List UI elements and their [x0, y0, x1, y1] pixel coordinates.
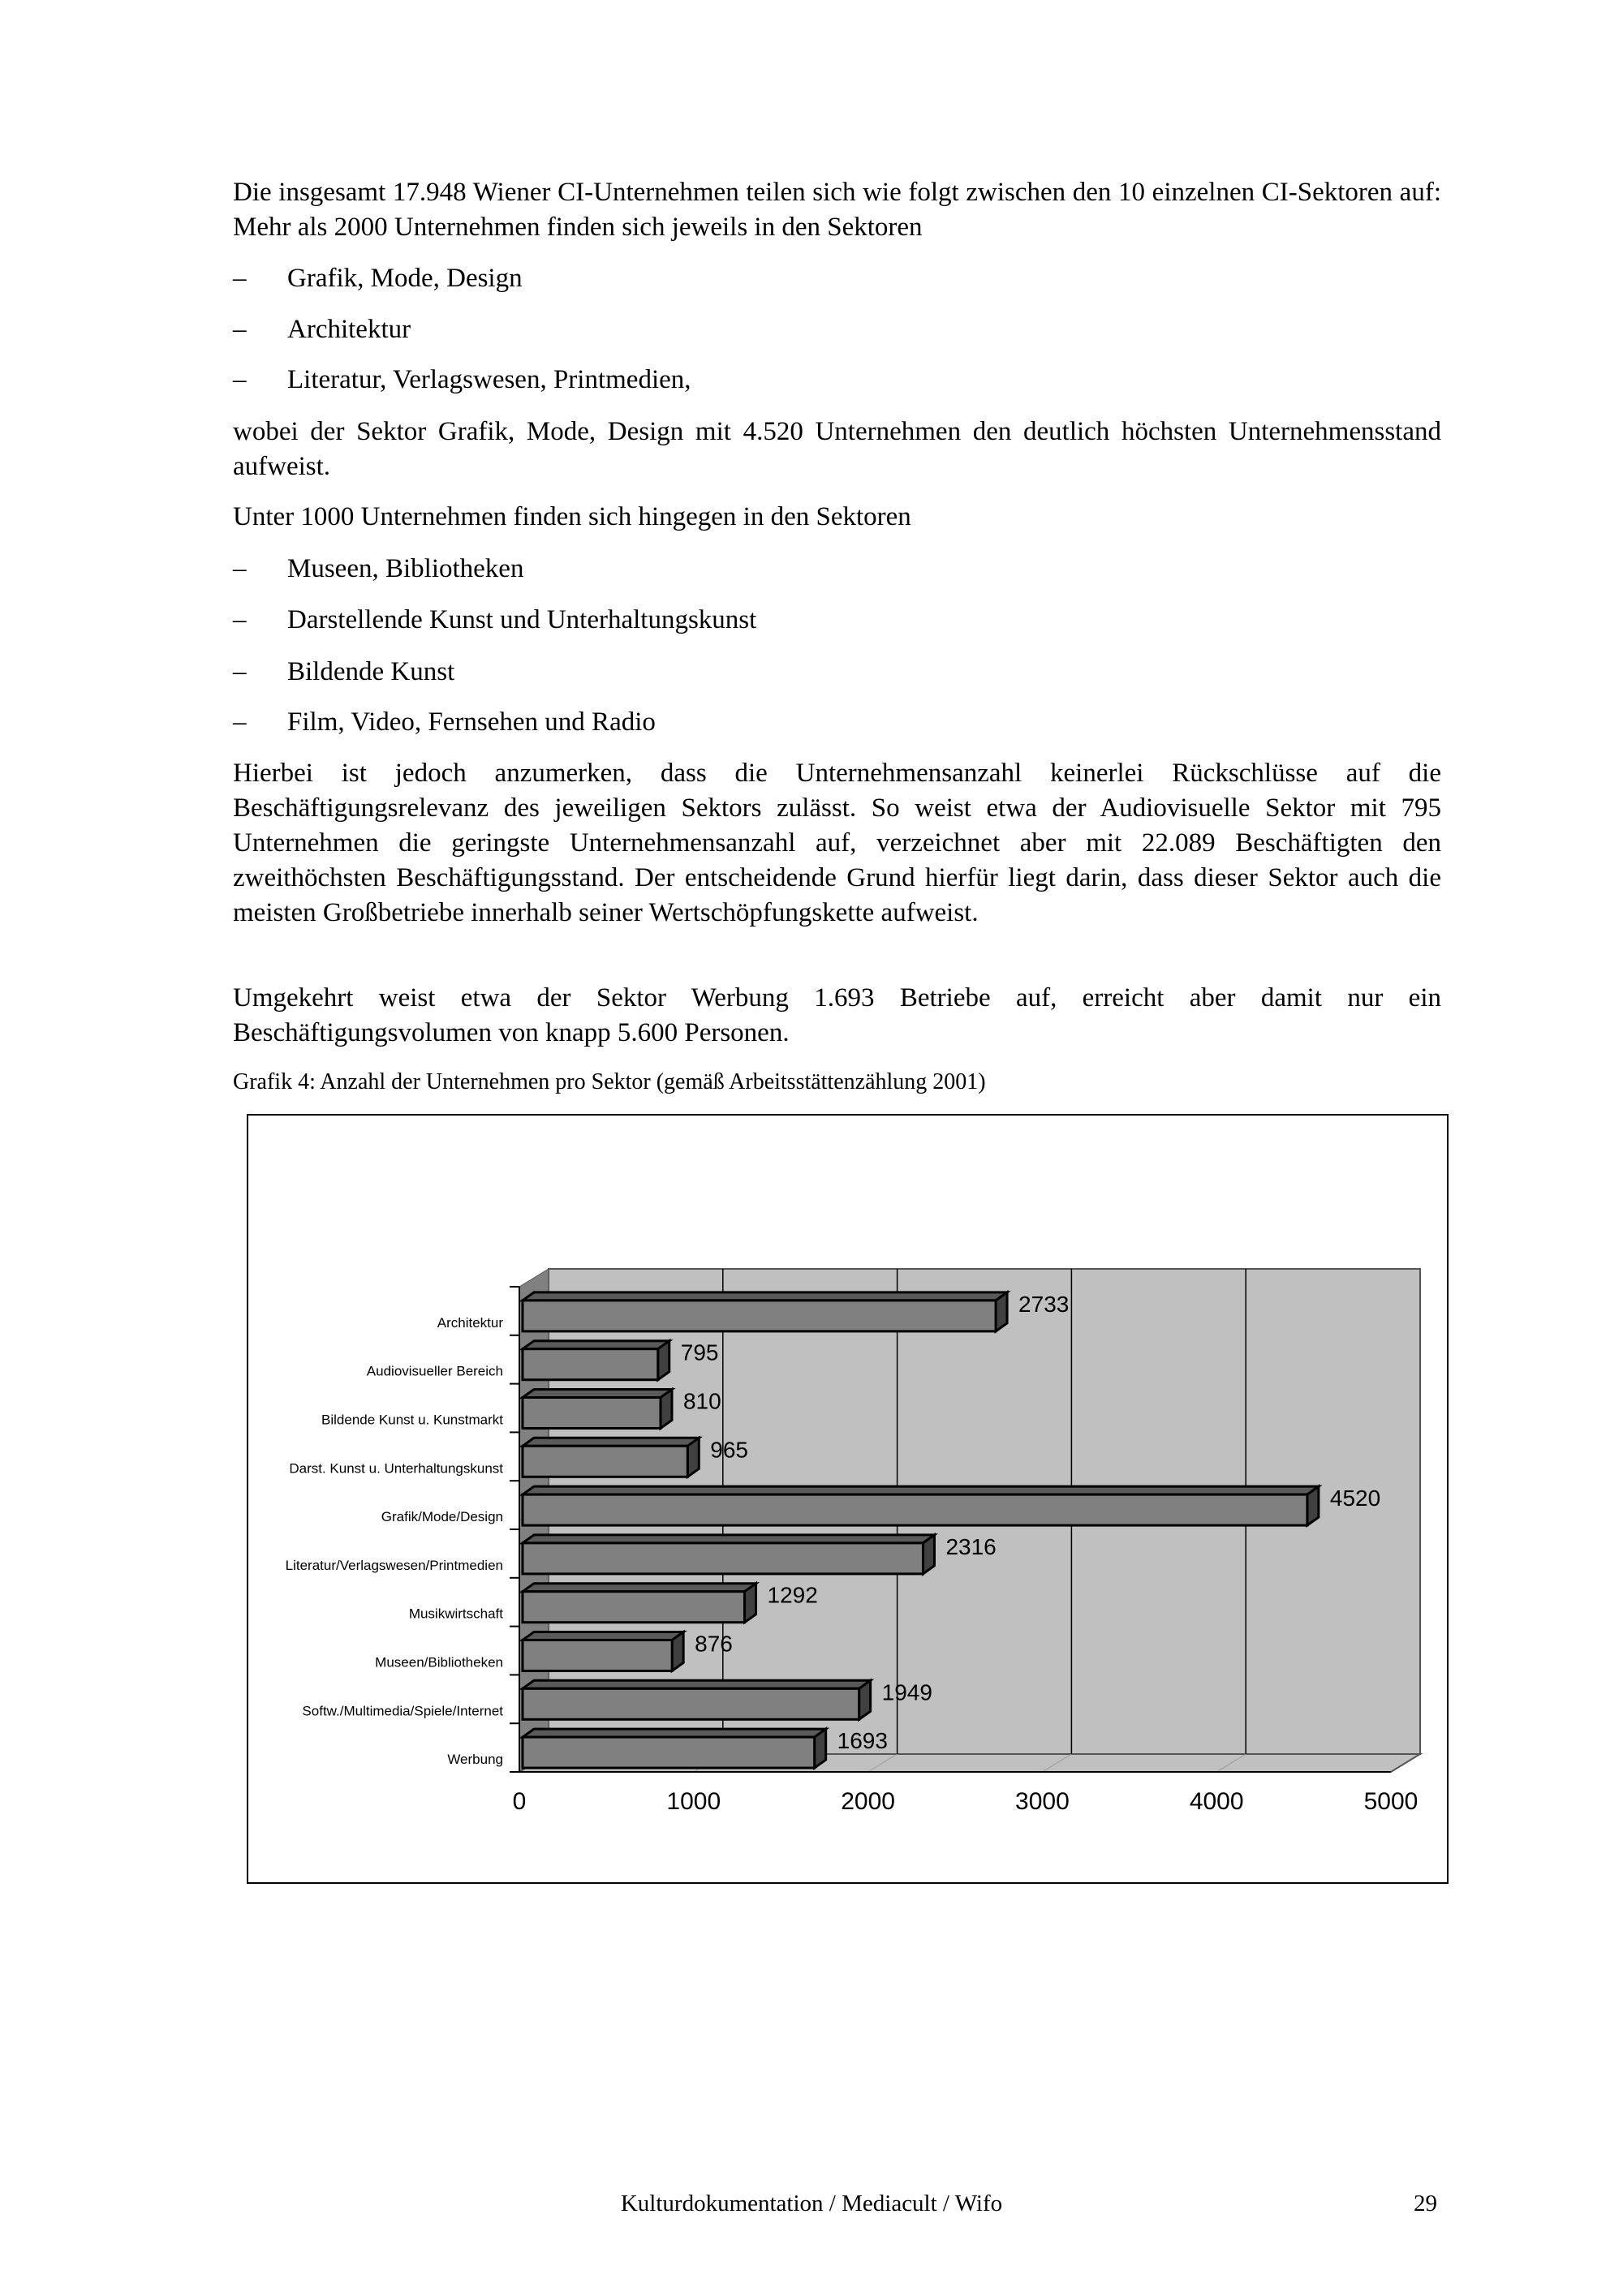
x-tick-label: 4000	[1189, 1788, 1244, 1815]
bullet-dash: –	[233, 264, 247, 293]
bar-value-label: 795	[680, 1339, 719, 1365]
category-label: Softw./Multimedia/Spiele/Internet	[302, 1703, 503, 1719]
footer-text: Kulturdokumentation / Mediacult / Wifo	[620, 2191, 1003, 2216]
list-item-text: Darstellende Kunst und Unterhaltungskunst	[287, 605, 757, 634]
bar-side-face	[923, 1535, 934, 1574]
category-label: Grafik/Mode/Design	[381, 1509, 503, 1525]
bar-front-face	[523, 1640, 672, 1671]
list-item-text: Bildende Kunst	[287, 657, 455, 686]
category-label: Darst. Kunst u. Unterhaltungskunst	[289, 1460, 503, 1477]
list-item	[233, 312, 411, 347]
bar-value-label: 965	[710, 1437, 749, 1463]
bullet-dash: –	[233, 554, 247, 583]
list-item-text: Architektur	[287, 315, 411, 344]
x-tick-label: 1000	[666, 1788, 721, 1815]
list-item	[233, 655, 454, 690]
category-label: Museen/Bibliotheken	[375, 1654, 503, 1670]
bar-side-face	[672, 1632, 683, 1671]
list-item-text: Film, Video, Fernsehen und Radio	[287, 707, 656, 737]
bar-front-face	[523, 1737, 815, 1768]
bar-8	[523, 1680, 871, 1719]
chart-frame	[247, 1114, 1449, 1884]
list-item-text: Grafik, Mode, Design	[287, 264, 523, 293]
paragraph-werbung: Umgekehrt weist etwa der Sektor Werbung 1.693 Betriebe auf, erreicht aber damit nur ein Beschäftigungsvolumen von knapp 5.600 Personen.	[233, 983, 1441, 1047]
list-item-text: Museen, Bibliotheken	[287, 554, 524, 583]
bar-3	[523, 1438, 699, 1477]
list-item	[233, 363, 691, 398]
bar-value-label: 4520	[1329, 1486, 1381, 1511]
paragraph-grafik: wobei der Sektor Grafik, Mode, Design mit 4.520 Unternehmen den deutlich höchsten Unternehmensstand aufweist.	[233, 417, 1441, 481]
bar-side-face	[815, 1729, 826, 1768]
bar-front-face	[523, 1688, 859, 1719]
category-label: Literatur/Verlagswesen/Printmedien	[285, 1557, 503, 1573]
category-label: Bildende Kunst u. Kunstmarkt	[321, 1412, 503, 1428]
paragraph-unter-1000: Unter 1000 Unternehmen finden sich hingegen in den Sektoren	[233, 502, 911, 531]
bar-value-label: 1693	[837, 1728, 888, 1754]
bullet-dash: –	[233, 315, 247, 344]
x-tick-label: 2000	[841, 1788, 895, 1815]
bar-value-label: 2733	[1018, 1291, 1070, 1317]
bar-7	[523, 1632, 683, 1671]
bar-side-face	[996, 1292, 1007, 1331]
bar-front-face	[523, 1592, 745, 1623]
bar-side-face	[745, 1584, 756, 1623]
bar-top-face	[523, 1341, 669, 1349]
list-item	[233, 603, 756, 638]
bar-0	[523, 1292, 1007, 1331]
bar-side-face	[859, 1680, 871, 1719]
bullet-dash: –	[233, 657, 247, 686]
category-label: Musikwirtschaft	[408, 1606, 503, 1622]
x-tick-label: 3000	[1015, 1788, 1070, 1815]
bar-front-face	[523, 1398, 661, 1429]
paragraph-hierbei: Hierbei ist jedoch anzumerken, dass die Unternehmensanzahl keinerlei Rückschlüsse auf die Beschäftigungsrelevanz des jeweiligen Sektors zulässt. So weist etwa der Audiovisuelle Sektor mit 795 Unternehmen die geringste Unternehmensanzahl auf, verzeichnet aber mit 22.089 Beschäftigten den zweithöchsten Beschäftigungsstand. Der entscheidende Grund hierfür liegt darin, dass dieser Sektor auch die meisten Großbetriebe innerhalb seiner Wertschöpfungskette aufweist.	[233, 759, 1441, 927]
figure-caption: Grafik 4: Anzahl der Unternehmen pro Sektor (gemäß Arbeitsstättenzählung 2001)	[233, 1069, 986, 1094]
bar-4	[523, 1486, 1319, 1525]
bar-value-label: 810	[682, 1388, 721, 1414]
list-item-text: Literatur, Verlagswesen, Printmedien,	[287, 365, 691, 394]
bar-top-face	[523, 1486, 1319, 1494]
category-label: Werbung	[447, 1752, 503, 1768]
bar-chart	[248, 1116, 1450, 1885]
bar-2	[523, 1390, 672, 1429]
bar-front-face	[523, 1301, 996, 1331]
x-tick-label: 5000	[1363, 1788, 1419, 1815]
category-label: Audiovisueller Bereich	[366, 1363, 503, 1379]
bar-9	[523, 1729, 826, 1768]
bar-front-face	[523, 1349, 658, 1380]
category-label: Architektur	[437, 1314, 503, 1331]
bar-value-label: 2316	[945, 1533, 997, 1559]
bar-side-face	[658, 1341, 669, 1380]
bullet-dash: –	[233, 707, 247, 737]
bar-top-face	[523, 1584, 756, 1592]
list-item	[233, 261, 523, 296]
bar-value-label: 876	[695, 1631, 733, 1657]
bar-side-face	[687, 1438, 699, 1477]
bar-front-face	[523, 1543, 923, 1574]
page-number: 29	[1414, 2191, 1437, 2216]
bar-1	[523, 1341, 669, 1380]
bar-5	[523, 1535, 934, 1574]
paragraph-intro: Die insgesamt 17.948 Wiener CI-Unternehmen teilen sich wie folgt zwischen den 10 einzelnen CI-Sektoren auf: Mehr als 2000 Unternehmen finden sich jeweils in den Sektoren	[233, 178, 1441, 242]
list-item	[233, 705, 656, 740]
bar-front-face	[523, 1446, 687, 1477]
bar-side-face	[1307, 1486, 1319, 1525]
bar-6	[523, 1584, 756, 1623]
list-item	[233, 552, 523, 587]
x-tick-label: 0	[512, 1788, 527, 1815]
bar-front-face	[523, 1494, 1307, 1525]
bullet-dash: –	[233, 365, 247, 394]
bullet-dash: –	[233, 605, 247, 634]
bar-value-label: 1949	[881, 1679, 932, 1705]
bar-value-label: 1292	[767, 1582, 818, 1608]
bar-side-face	[661, 1390, 672, 1429]
